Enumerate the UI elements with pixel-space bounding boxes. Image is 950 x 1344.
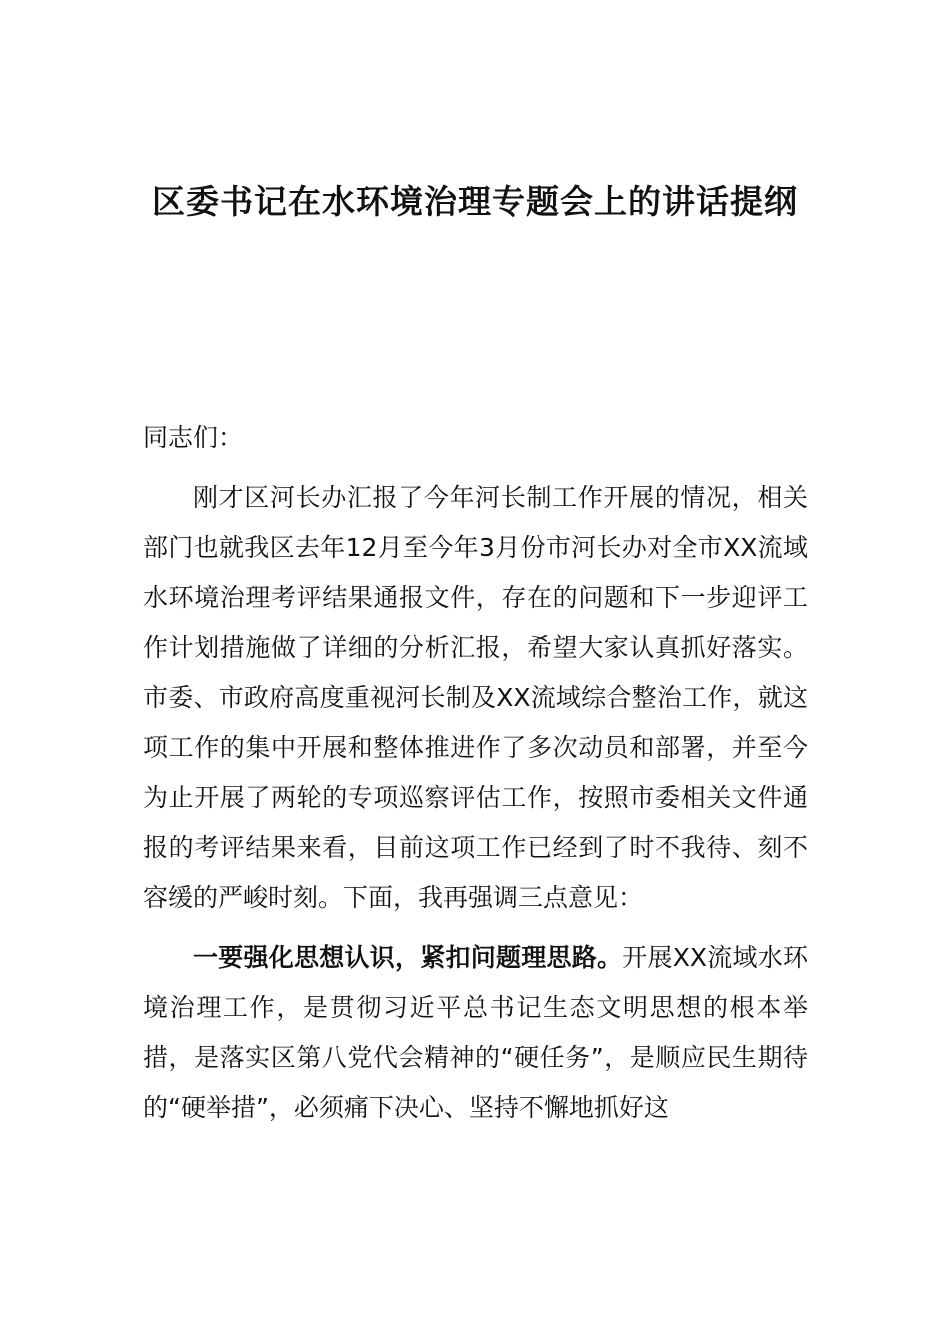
document-title: 区委书记在水环境治理专题会上的讲话提纲 <box>152 182 798 221</box>
salutation: 同志们： <box>143 423 244 452</box>
paragraph-point-one <box>143 933 808 1133</box>
paragraph-intro <box>143 473 808 923</box>
paragraph-intro-text: 刚才区河长办汇报了今年河长制工作开展的情况，相关部门也就我区去年12月至今年3月份市河长办对全市XX流域水环境治理考评结果通报文件，存在的问题和下一步迎评工作计划措施做了详细的分析汇报，希望大家认真抓好落实。市委、市政府高度重视河长制及XX流域综合整治工作，就这项工作的集中开展和整体推进作了多次动员和部署，并至今为止开展了两轮的专项巡察评估工作，按照市委相关文件通报的考评结果来看，目前这项工作已经到了时不我待、刻不容缓的严峻时刻。下面，我再强调三点意见： <box>143 483 808 912</box>
document-body <box>143 413 808 1143</box>
point-one-heading: 一要强化思想认识，紧扣问题理思路。 <box>193 943 623 972</box>
point-one-text: 开展XX流域水环境治理工作，是贯彻习近平总书记生态文明思想的根本举措，是落实区第八党代会精神的“硬任务”，是顺应民生期待的“硬举措”，必须痛下决心、坚持不懈地抓好这 <box>143 943 808 1122</box>
